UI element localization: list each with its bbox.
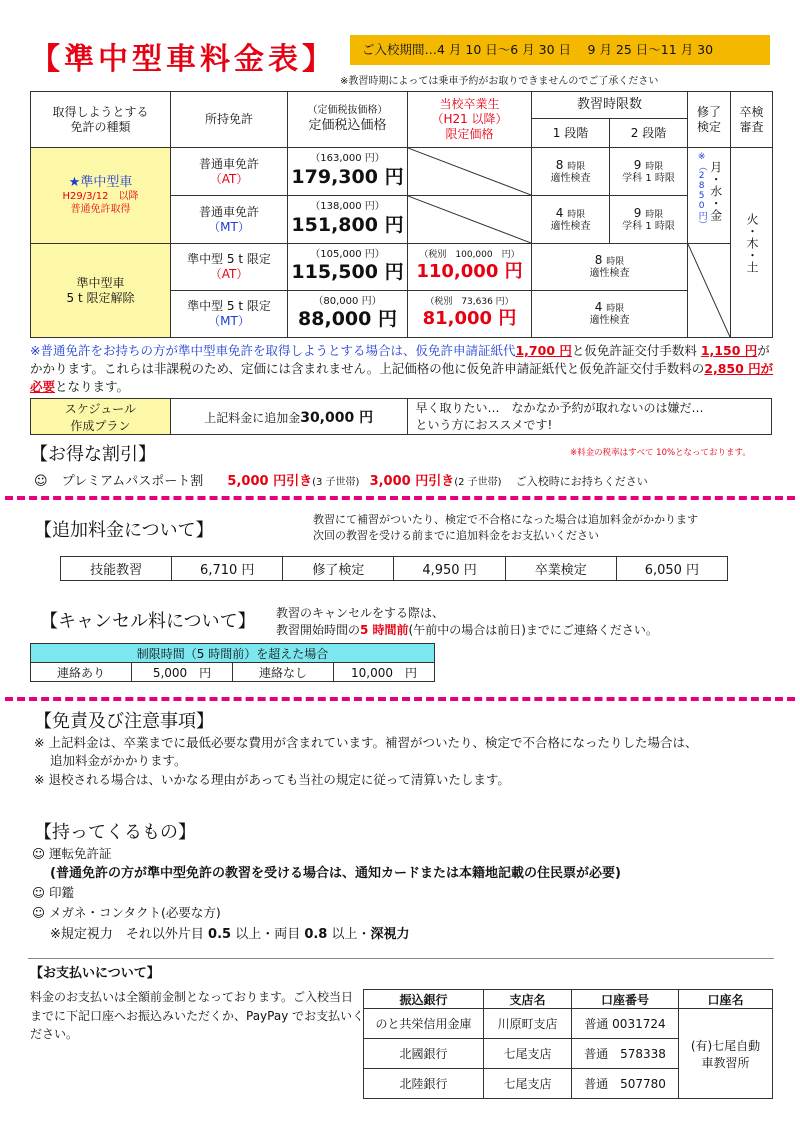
cancel-fee-table: [30, 643, 435, 682]
disclaimer-line: ※ 上記料金は、卒業までに最低必要な費用が含まれています。補習がついたり、検定で不合格になったりした場合は、: [34, 735, 698, 750]
col-account: 口座番号: [572, 990, 679, 1009]
branch-name: 川原町支店: [484, 1009, 572, 1039]
fee-label: 卒業検定: [505, 557, 616, 581]
tax-note: ※料金の税率はすべて 10%となっております。: [570, 448, 751, 458]
schedule-plan-desc: 早く取りたい… なかなか予約が取れないのは嫌だ… という方におススメです!: [407, 399, 772, 435]
graduate-price-cell: （税別 100,000 円） 110,000 円: [408, 244, 532, 291]
price-cell: （80,000 円） 88,000 円: [288, 291, 408, 338]
section-divider: [5, 697, 795, 701]
fee-contact-yes: 5,000 円: [132, 663, 233, 682]
header-stage1: 1 段階: [532, 119, 610, 148]
account-number: 普通 0031724: [572, 1009, 679, 1039]
payment-desc: 料金のお支払いは全額前金制となっております。ご入校当日までに下記口座へお振込みいただくか、PayPay でお支払いください。: [30, 990, 365, 1042]
payment-heading: 【お支払いについて】: [30, 966, 160, 981]
schedule-plan-table: [30, 398, 772, 435]
header-shuryo: 修了 検定: [688, 92, 731, 148]
lesson-hours: 8 時限 適性検査: [532, 244, 688, 291]
stage1-hours: 4 時限 適性検査: [532, 196, 610, 244]
branch-name: 七尾支店: [484, 1039, 572, 1069]
additional-fee-desc: 教習にて補習がついたり、検定で不合格になった場合は追加料金がかかります 次回の教習を受ける前までに追加料金をお支払いください: [313, 513, 698, 542]
fee-contact-no: 10,000 円: [334, 663, 435, 682]
disclaimer-line: 追加料金がかかります。: [50, 753, 187, 768]
branch-name: 七尾支店: [484, 1069, 572, 1099]
header-graduate-price: 当校卒業生 （H21 以降） 限定価格: [408, 92, 532, 148]
contact-no: 連絡なし: [233, 663, 334, 682]
group-5t-limit-removal: 準中型車 5 t 限定解除: [31, 244, 171, 338]
cancel-heading: 【キャンセル料について】: [40, 611, 256, 632]
cancel-desc: 教習のキャンセルをする際は、 教習開始時間の5 時間前(午前中の場合は前日)までにご連絡ください。: [276, 606, 658, 638]
price-cell: （105,000 円） 115,500 円: [288, 244, 408, 291]
held-license-cell: 準中型 5 t 限定 （AT）: [171, 244, 288, 291]
fee-price: 4,950 円: [394, 557, 505, 581]
bank-table: [363, 989, 773, 1099]
fee-note: ※普通免許をお持ちの方が準中型車免許を取得しようとする場合は、仮免許申請証紙代1,700 円と仮免許証交付手数料 1,150 円がかかります。これらは非課税のため、定価には含まれません。上記価格の他に仮免許申請証紙代と仮免許証交付手数料の2,850 円が必要となります。: [30, 343, 774, 394]
price-cell: （163,000 円） 179,300 円: [288, 148, 408, 196]
stage2-hours: 9 時限 学科 1 時限: [610, 196, 688, 244]
header-list-price: （定価税抜価格） 定価税込価格: [288, 92, 408, 148]
held-license-cell: 普通車免許 （MT）: [171, 196, 288, 244]
col-branch: 支店名: [484, 990, 572, 1009]
account-number: 普通 578338: [572, 1039, 679, 1069]
fee-price: 6,050 円: [616, 557, 727, 581]
held-license-cell: 普通車免許 （AT）: [171, 148, 288, 196]
header-stage2: 2 段階: [610, 119, 688, 148]
lesson-hours: 4 時限 適性検査: [532, 291, 688, 338]
cancel-table-head: 制限時間（5 時間前）を超えた場合: [31, 644, 435, 663]
schedule-plan-label: スケジュール 作成プラン: [31, 399, 171, 435]
disclaimer-line: ※ 退校される場合は、いかなる理由があっても当社の規定に従って清算いたします。: [34, 772, 510, 787]
bring-item-glasses: ☺ メガネ・コンタクト(必要な方): [32, 905, 221, 920]
group-junchugata: ★準中型車 H29/3/12 以降 普通免許取得: [31, 148, 171, 244]
schedule-plan-fee: 上記料金に追加金30,000 円: [170, 399, 407, 435]
fee-label: 技能教習: [61, 557, 172, 581]
empty-diagonal-cell: [408, 196, 532, 244]
bring-item-seal: ☺ 印鑑: [32, 885, 75, 900]
section-divider: [5, 496, 795, 500]
header-held-license: 所持免許: [171, 92, 288, 148]
additional-fee-heading: 【追加料金について】: [34, 520, 214, 541]
bank-name: のと共栄信用金庫: [364, 1009, 484, 1039]
stage1-hours: 8 時限 適性検査: [532, 148, 610, 196]
col-bank: 振込銀行: [364, 990, 484, 1009]
header-lesson-hours: 教習時限数: [532, 92, 688, 119]
col-account-name: 口座名: [679, 990, 773, 1009]
fee-label: 修了検定: [283, 557, 394, 581]
account-number: 普通 507780: [572, 1069, 679, 1099]
price-table: [30, 91, 773, 338]
bank-name: 北國銀行: [364, 1039, 484, 1069]
bring-heading: 【持ってくるもの】: [34, 822, 196, 843]
page-title: 【準中型車料金表】: [30, 42, 336, 77]
bring-item-license-note: (普通免許の方が準中型免許の教習を受ける場合は、通知カードまたは本籍地記載の住民票が必要): [50, 866, 621, 881]
stage2-hours: 9 時限 学科 1 時限: [610, 148, 688, 196]
smile-icon: ☺: [34, 474, 48, 489]
bank-name: 北陸銀行: [364, 1069, 484, 1099]
vision-requirement: ※規定視力 それ以外片目 0.5 以上・両目 0.8 以上・深視力: [50, 927, 410, 942]
held-license-cell: 準中型 5 t 限定 （MT）: [171, 291, 288, 338]
graduate-price-cell: （税別 73,636 円） 81,000 円: [408, 291, 532, 338]
bring-item-license: ☺ 運転免許証: [32, 846, 112, 861]
header-license-type: 取得しようとする 免許の種類: [31, 92, 171, 148]
header-sotsu: 卒検 審査: [731, 92, 773, 148]
fee-price: 6,710 円: [172, 557, 283, 581]
period-note: ※教習時期によっては乗車予約がお取りできませんのでご了承ください: [340, 76, 659, 87]
enrollment-period: ご入校期間…4 月 10 日～6 月 30 日 9 月 25 日～11 月 30: [350, 35, 770, 65]
disclaimer-heading: 【免責及び注意事項】: [34, 711, 214, 732]
discount-line: ☺ プレミアムパスポート割 5,000 円引き(3 子世帯) 3,000 円引き(2 子世帯) ご入校時にお持ちください: [34, 474, 648, 489]
empty-diagonal-cell: [688, 244, 731, 338]
section-divider: [28, 958, 774, 959]
shuryo-days: ※（2850円） 月・水・金: [688, 148, 731, 244]
discount-heading: 【お得な割引】: [30, 444, 156, 465]
sotsu-days: 火・木・土: [731, 148, 773, 338]
additional-fee-table: [60, 556, 728, 581]
contact-yes: 連絡あり: [31, 663, 132, 682]
empty-diagonal-cell: [408, 148, 532, 196]
price-cell: （138,000 円） 151,800 円: [288, 196, 408, 244]
account-name: (有)七尾自動 車教習所: [679, 1009, 773, 1099]
